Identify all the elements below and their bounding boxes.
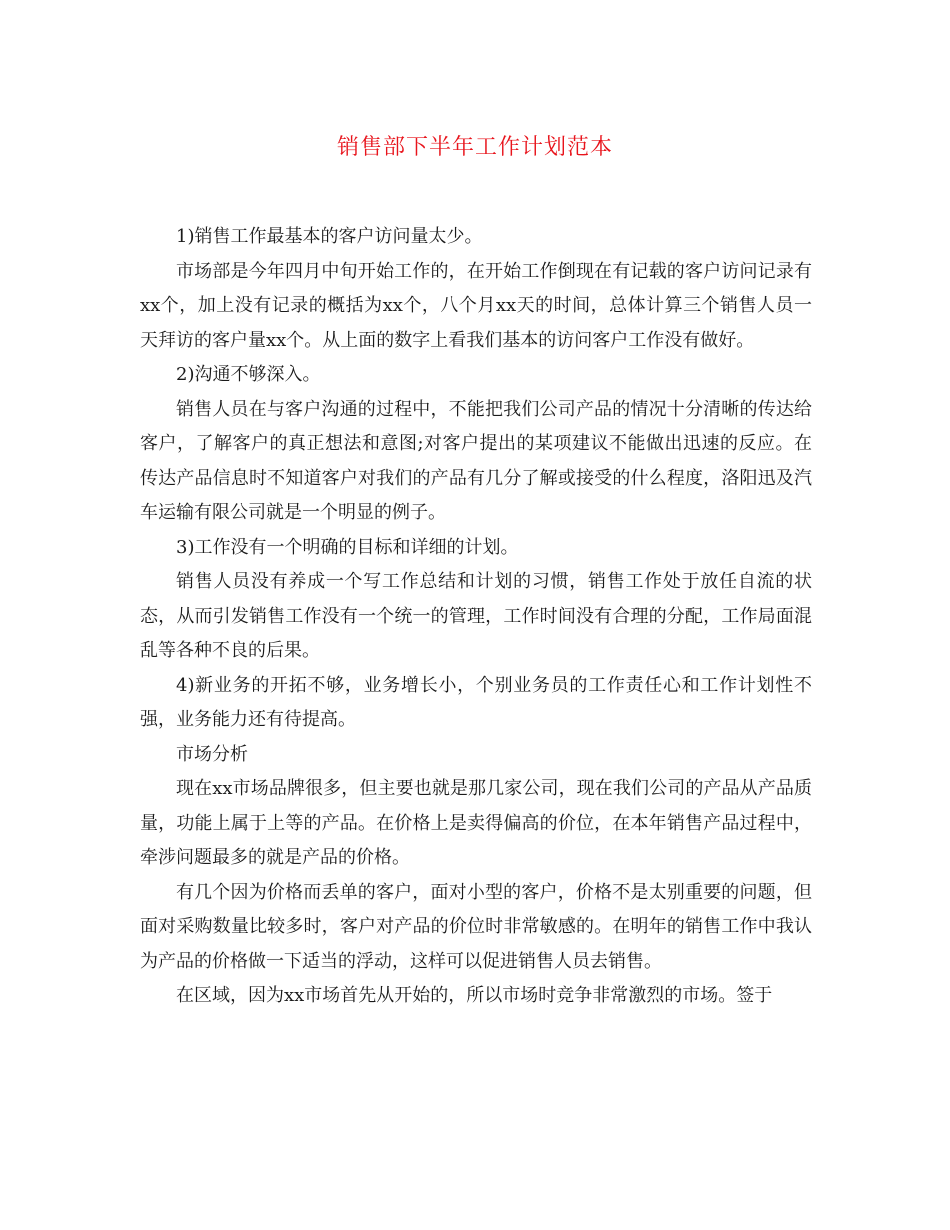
paragraph: 销售人员没有养成一个写工作总结和计划的习惯，销售工作处于放任自流的状态，从而引发销售工作没有一个统一的管理，工作时间没有合理的分配，工作局面混乱等各种不良的后果。 xyxy=(140,571,812,661)
document-title: 销售部下半年工作计划范本 xyxy=(336,135,613,160)
paragraph: 现在xx市场品牌很多，但主要也就是那几家公司，现在我们公司的产品从产品质量，功能上属于上等的产品。在价格上是卖得偏高的价位，在本年销售产品过程中，牵涉问题最多的就是产品的价格。 xyxy=(140,778,812,868)
paragraph: 有几个因为价格而丢单的客户，面对小型的客户，价格不是太别重要的问题，但面对采购数量比较多时，客户对产品的价位时非常敏感的。在明年的销售工作中我认为产品的价格做一下适当的浮动，这样可以促进销售人员去销售。 xyxy=(140,881,812,972)
paragraph: 销售人员在与客户沟通的过程中，不能把我们公司产品的情况十分清晰的传达给客户，了解客户的真正想法和意图;对客户提出的某项建议不能做出迅速的反应。在传达产品信息时不知道客户对我们的产品有几分了解或接受的什么程度，洛阳迅及汽车运输有限公司就是一个明显的例子。 xyxy=(140,398,812,523)
section-heading: 市场分析 xyxy=(176,743,248,765)
paragraph: 4)新业务的开拓不够，业务增长小，个别业务员的工作责任心和工作计划性不强，业务能力还有待提高。 xyxy=(140,674,812,730)
paragraph: 3)工作没有一个明确的目标和详细的计划。 xyxy=(176,536,519,558)
paragraph: 在区域，因为xx市场首先从开始的，所以市场时竞争非常激烈的市场。签于 xyxy=(176,985,773,1006)
paragraph: 2)沟通不够深入。 xyxy=(176,364,321,385)
paragraph: 市场部是今年四月中旬开始工作的，在开始工作倒现在有记载的客户访问记录有xx个，加上没有记录的概括为xx个，八个月xx天的时间，总体计算三个销售人员一天拜访的客户量xx个。从上面的数字上看我们基本的访问客户工作没有做好。 xyxy=(140,260,812,351)
paragraph: 1)销售工作最基本的客户访问量太少。 xyxy=(176,226,483,247)
document-body xyxy=(140,220,812,1014)
